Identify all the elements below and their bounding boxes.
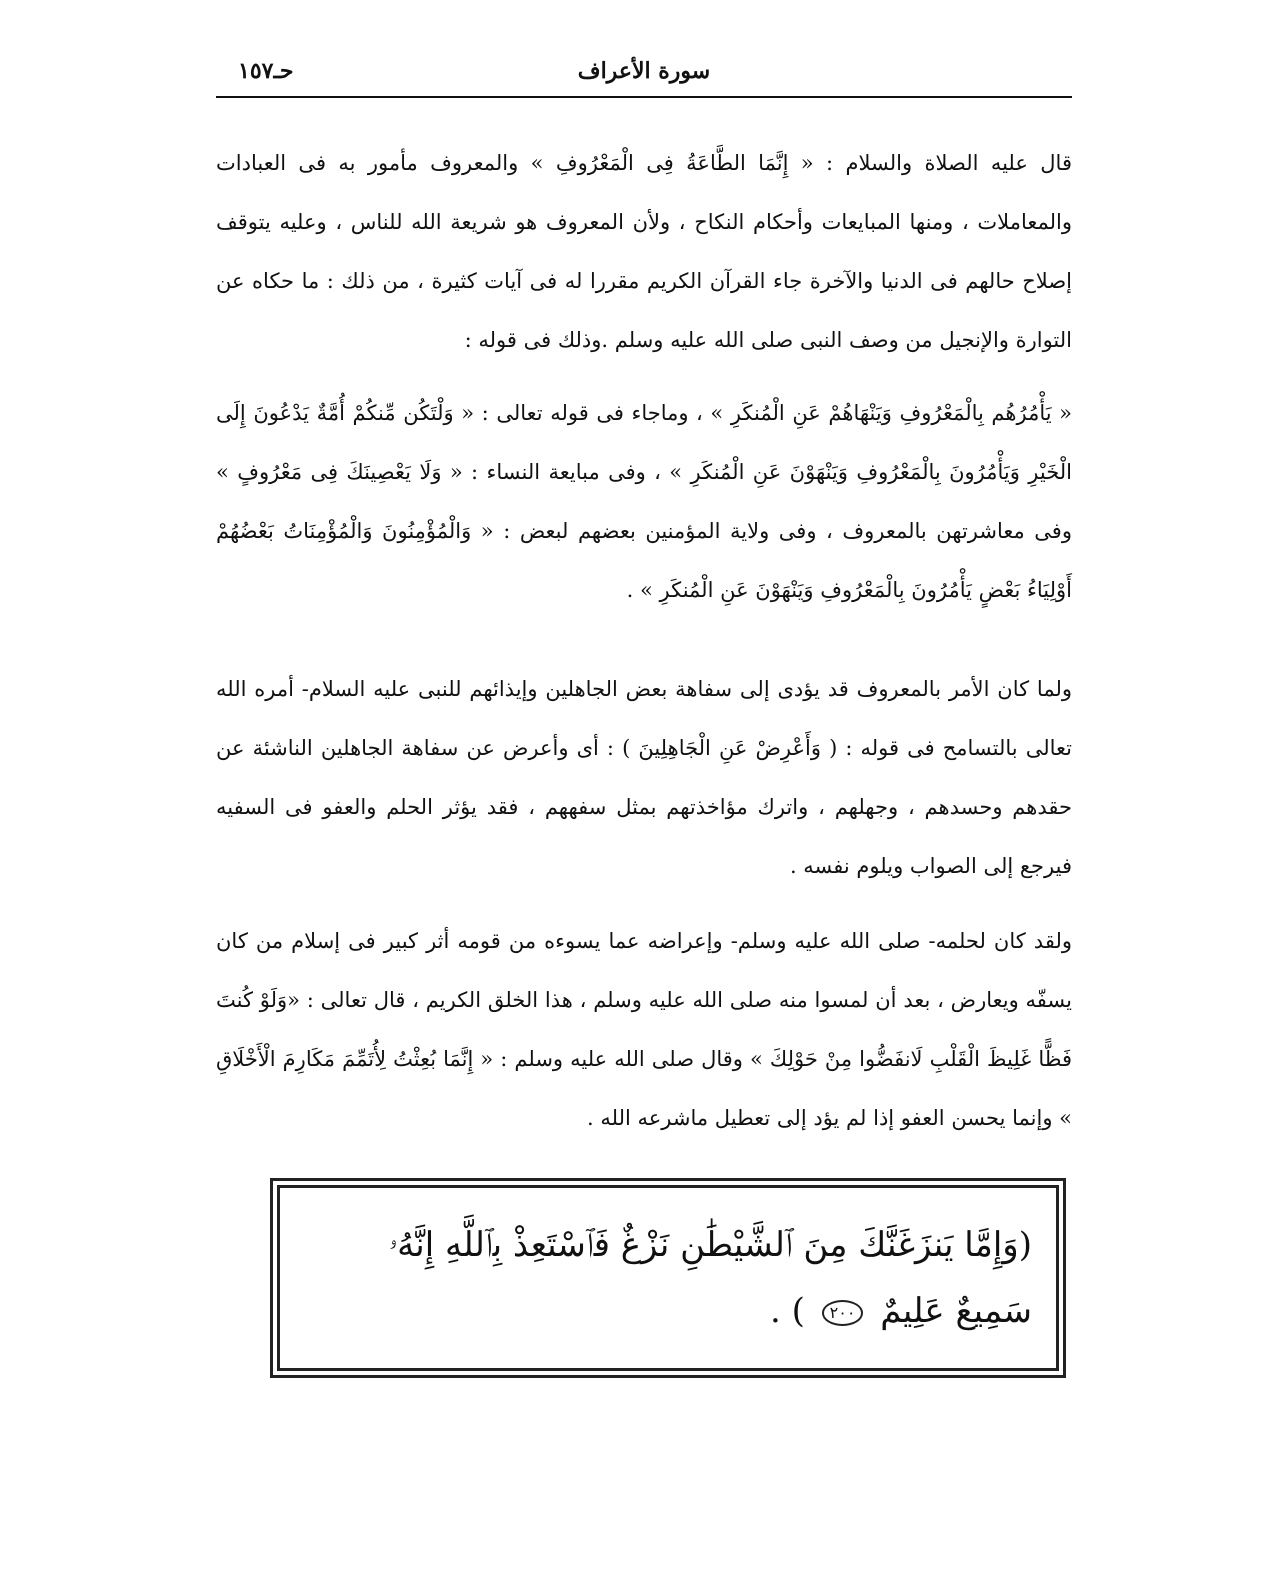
paragraph-2: « يَأْمُرُهُم بِالْمَعْرُوفِ وَيَنْهَاهُمْ عَنِ الْمُنكَرِ » ، وماجاء فى قوله تعالى : « وَلْتَكُن مِّنكُمْ أُمَّةٌ يَدْعُونَ إِلَى الْخَيْرِ وَيَأْمُرُونَ بِالْمَعْرُوفِ وَيَنْهَوْنَ عَنِ الْمُنكَرِ » ، وفى مبايعة النساء : « وَلَا يَعْصِينَكَ فِى مَعْرُوفٍ » وفى معاشرتهن بالمعروف ، وفى ولاية المؤمنين بعضهم لبعض : « وَالْمُؤْمِنُونَ وَالْمُؤْمِنَاتُ بَعْضُهُمْ أَوْلِيَاءُ بَعْضٍ يَأْمُرُونَ بِالْمَعْرُوفِ وَيَنْهَوْنَ عَنِ الْمُنكَرِ » . [216,401,1072,602]
verse-text: (وَإِمَّا يَنزَغَنَّكَ مِنَ ٱلشَّيْطَٰنِ نَزْغٌ فَٱسْتَعِذْ بِٱللَّهِ إِنَّهُۥ سَمِيعٌ عَلِيمٌ [388,1225,1032,1331]
paragraph-1: قال عليه الصلاة والسلام : « إِنَّمَا الطَّاعَةُ فِى الْمَعْرُوفِ » والمعروف مأمور به فى العبادات والمعاملات ، ومنها المبايعات وأحكام النكاح ، ولأن المعروف هو شريعة الله للناس ، وعليه يتوقف إصلاح حالهم فى الدنيا والآخرة جاء القرآن الكريم مقررا له فى آيات كثيرة ، من ذلك : ما حكاه عن التوارة والإنجيل من وصف النبى صلى الله عليه وسلم .وذلك فى قوله : [216,151,1072,352]
surah-title: سورة الأعراف [577,58,711,84]
page-header [216,52,1072,94]
paragraph-4: ولقد كان لحلمه- صلى الله عليه وسلم- وإعراضه عما يسوءه من قومه أثر كبير فى إسلام من كان يسفّه ويعارض ، بعد أن لمسوا منه صلى الله عليه وسلم ، هذا الخلق الكريم ، قال تعالى : «وَلَوْ كُنتَ فَظًّا غَلِيظَ الْقَلْبِ لَانفَضُّوا مِنْ حَوْلِكَ » وقال صلى الله عليه وسلم : « إِنَّمَا بُعِثْتُ لِأُتَمِّمَ مَكَارِمَ الْأَخْلَاقِ » وإنما يحسن العفو إذا لم يؤد إلى تعطيل ماشرعه الله . [216,929,1072,1130]
verse-frame [270,1178,1066,1378]
header-rule [216,96,1072,98]
quran-verse [304,1212,1032,1344]
paragraph-3: ولما كان الأمر بالمعروف قد يؤدى إلى سفاهة بعض الجاهلين وإيذائهم للنبى عليه السلام- أمره الله تعالى بالتسامح فى قوله : ( وَأَعْرِضْ عَنِ الْجَاهِلِينَ ) : أى وأعرض عن سفاهة الجاهلين الناشئة عن حقدهم وحسدهم ، وجهلهم ، واترك مؤاخذتهم بمثل سفههم ، فقد يؤثر الحلم والعفو فى السفيه فيرجع إلى الصواب ويلوم نفسه . [216,677,1072,878]
ayah-number-marker: ٢٠٠ [822,1300,864,1326]
verse-closing: ) . [769,1291,805,1331]
page-number: حـ١٥٧ [238,58,294,84]
